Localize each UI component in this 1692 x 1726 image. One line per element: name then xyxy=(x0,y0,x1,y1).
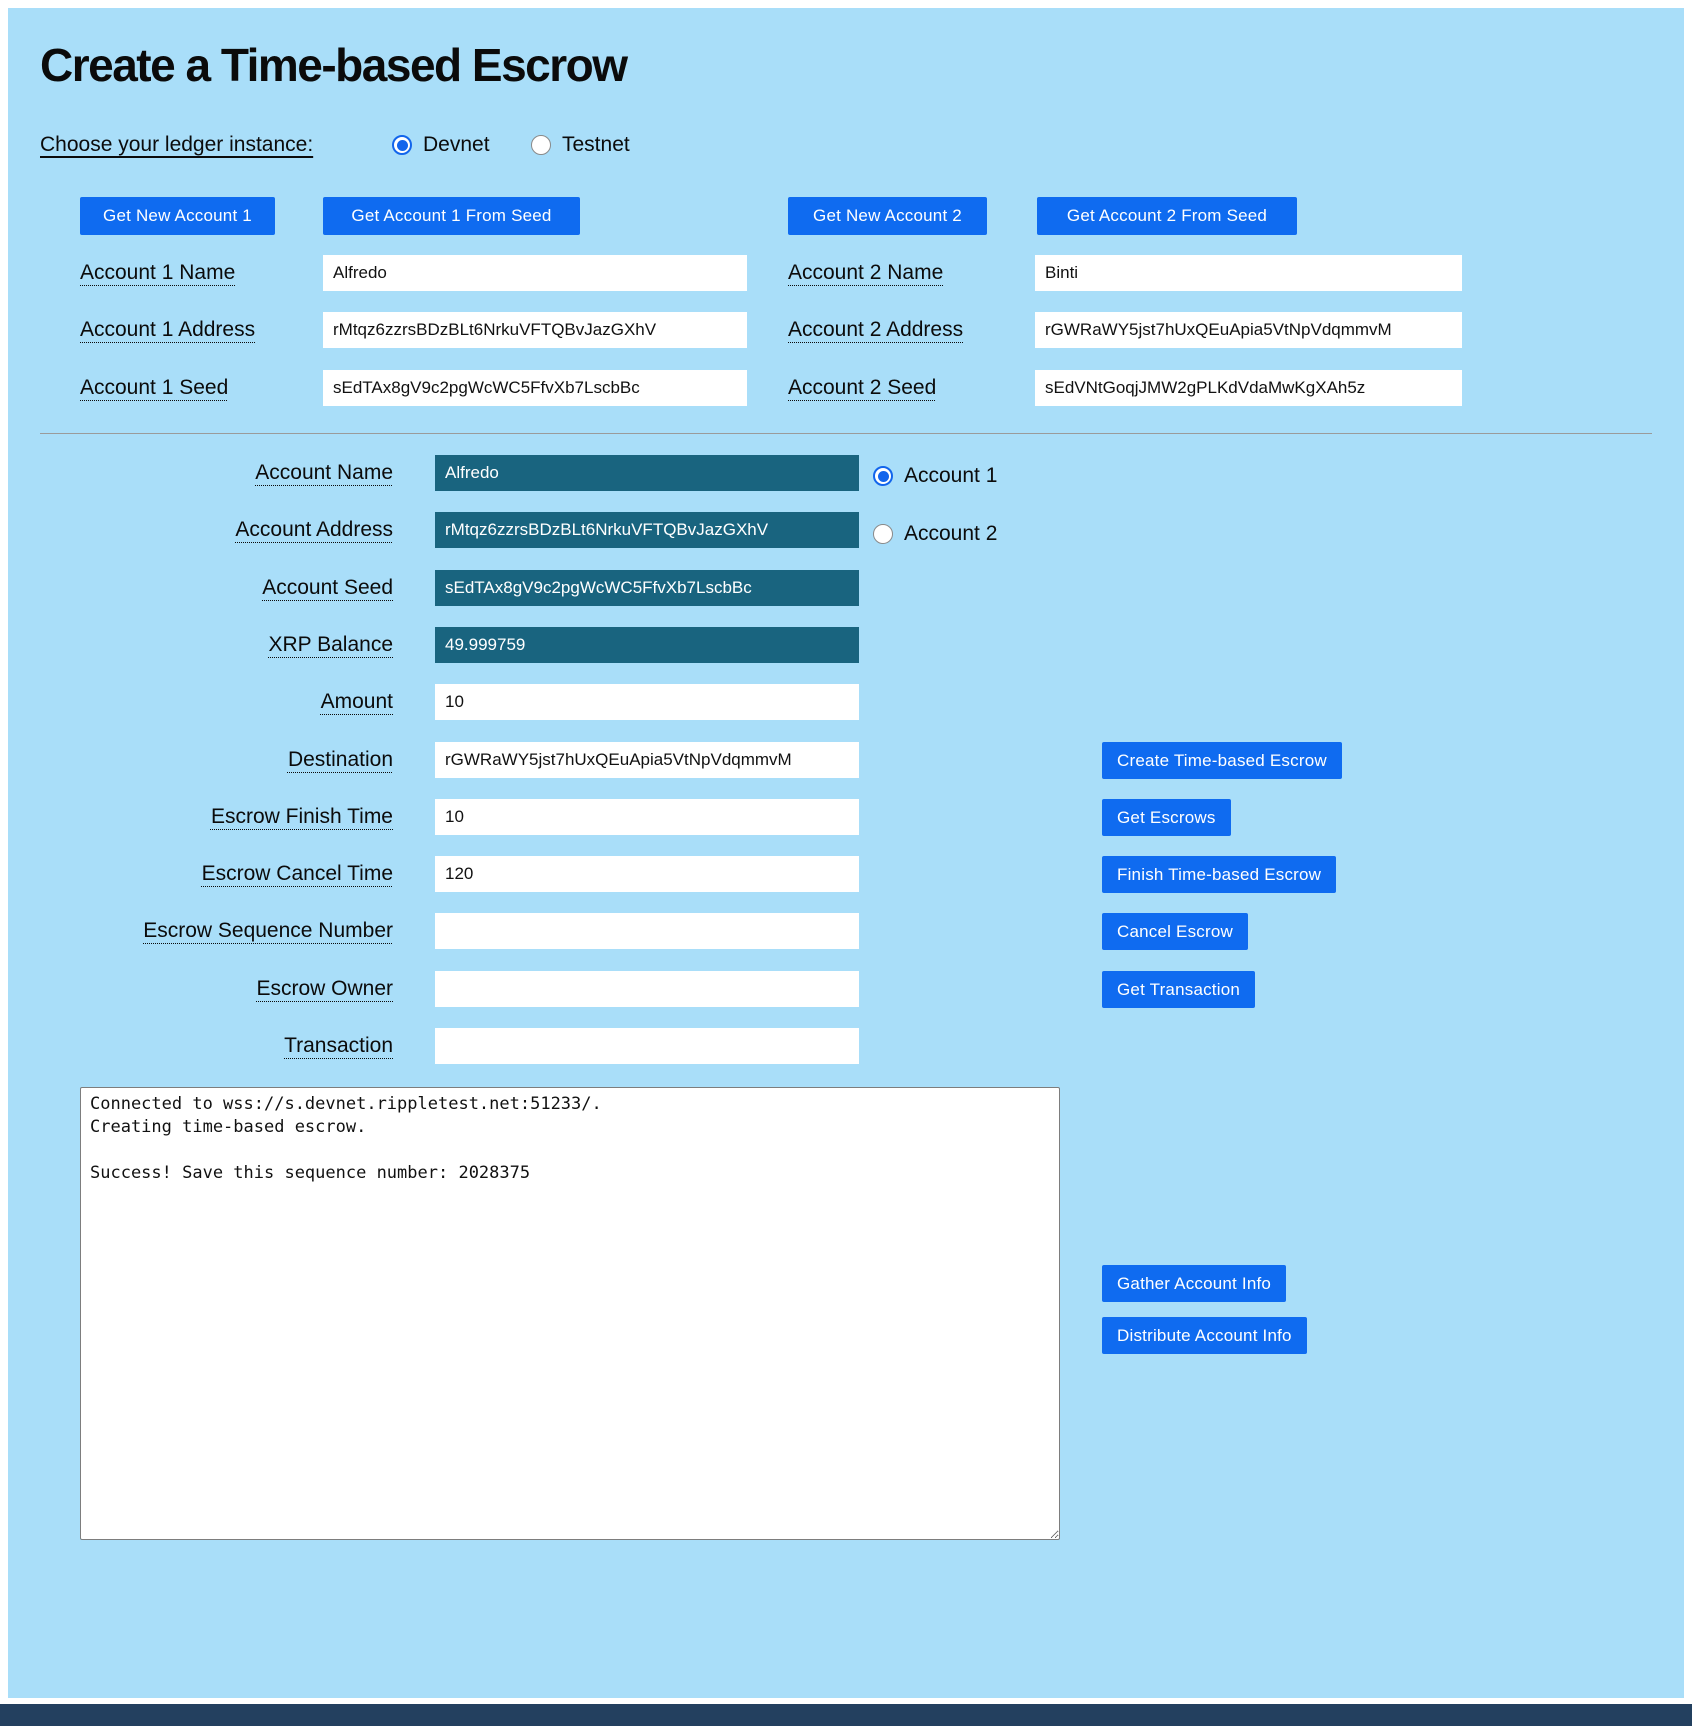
get-account-1-from-seed-button[interactable]: Get Account 1 From Seed xyxy=(323,197,580,235)
account-2-radio-icon[interactable] xyxy=(873,524,893,544)
destination-input[interactable] xyxy=(435,742,859,778)
ledger-instance-prompt: Choose your ledger instance: xyxy=(40,133,314,156)
get-transaction-button[interactable]: Get Transaction xyxy=(1102,971,1255,1008)
get-new-account-1-button[interactable]: Get New Account 1 xyxy=(80,197,275,235)
account-seed-field xyxy=(435,570,859,606)
account-2-radio-label: Account 2 xyxy=(904,522,998,545)
testnet-radio-icon[interactable] xyxy=(531,135,551,155)
account-1-seed-label: Account 1 Seed xyxy=(80,376,229,399)
testnet-radio-label: Testnet xyxy=(562,133,630,156)
radio-option-devnet[interactable] xyxy=(392,130,490,160)
escrow-sequence-number-label: Escrow Sequence Number xyxy=(143,919,393,942)
get-escrows-button[interactable]: Get Escrows xyxy=(1102,799,1231,836)
console-output[interactable] xyxy=(80,1087,1060,1540)
transaction-label: Transaction xyxy=(284,1034,393,1057)
cancel-escrow-button[interactable]: Cancel Escrow xyxy=(1102,913,1248,950)
devnet-radio-label: Devnet xyxy=(423,133,490,156)
escrow-finish-time-input[interactable] xyxy=(435,799,859,835)
account-1-radio-label: Account 1 xyxy=(904,464,998,487)
xrp-balance-label: XRP Balance xyxy=(268,633,393,656)
footer-bar xyxy=(0,1704,1692,1726)
account-1-radio-icon[interactable] xyxy=(873,466,893,486)
account-2-name-input[interactable] xyxy=(1035,255,1462,291)
escrow-owner-input[interactable] xyxy=(435,971,859,1007)
distribute-account-info-button[interactable]: Distribute Account Info xyxy=(1102,1317,1307,1354)
devnet-radio-icon[interactable] xyxy=(392,135,412,155)
account-seed-label: Account Seed xyxy=(262,576,393,599)
xrp-balance-field xyxy=(435,627,859,663)
get-new-account-2-button[interactable]: Get New Account 2 xyxy=(788,197,987,235)
gather-account-info-button[interactable]: Gather Account Info xyxy=(1102,1265,1286,1302)
destination-label: Destination xyxy=(287,748,393,771)
get-account-2-from-seed-button[interactable]: Get Account 2 From Seed xyxy=(1037,197,1297,235)
escrow-cancel-time-label: Escrow Cancel Time xyxy=(201,862,393,885)
create-time-based-escrow-button[interactable]: Create Time-based Escrow xyxy=(1102,742,1342,779)
amount-label: Amount xyxy=(320,690,393,713)
escrow-sequence-number-input[interactable] xyxy=(435,913,859,949)
account-2-address-label: Account 2 Address xyxy=(788,318,964,341)
account-1-address-input[interactable] xyxy=(323,312,747,348)
account-1-name-label: Account 1 Name xyxy=(80,261,236,284)
account-2-address-input[interactable] xyxy=(1035,312,1462,348)
page-title: Create a Time-based Escrow xyxy=(40,39,627,91)
escrow-owner-label: Escrow Owner xyxy=(256,977,393,1000)
transaction-input[interactable] xyxy=(435,1028,859,1064)
account-address-field xyxy=(435,512,859,548)
account-1-name-input[interactable] xyxy=(323,255,747,291)
account-2-name-label: Account 2 Name xyxy=(788,261,944,284)
account-name-field xyxy=(435,455,859,491)
escrow-finish-time-label: Escrow Finish Time xyxy=(210,805,393,828)
account-2-seed-label: Account 2 Seed xyxy=(788,376,937,399)
account-1-seed-input[interactable] xyxy=(323,370,747,406)
escrow-cancel-time-input[interactable] xyxy=(435,856,859,892)
account-name-label: Account Name xyxy=(255,461,393,484)
radio-option-testnet[interactable] xyxy=(531,130,630,160)
account-1-address-label: Account 1 Address xyxy=(80,318,256,341)
amount-input[interactable] xyxy=(435,684,859,720)
section-divider xyxy=(40,433,1652,434)
finish-time-based-escrow-button[interactable]: Finish Time-based Escrow xyxy=(1102,856,1336,893)
radio-option-account-2[interactable] xyxy=(873,519,997,549)
account-2-seed-input[interactable] xyxy=(1035,370,1462,406)
radio-option-account-1[interactable] xyxy=(873,461,997,491)
account-address-label: Account Address xyxy=(235,518,393,541)
